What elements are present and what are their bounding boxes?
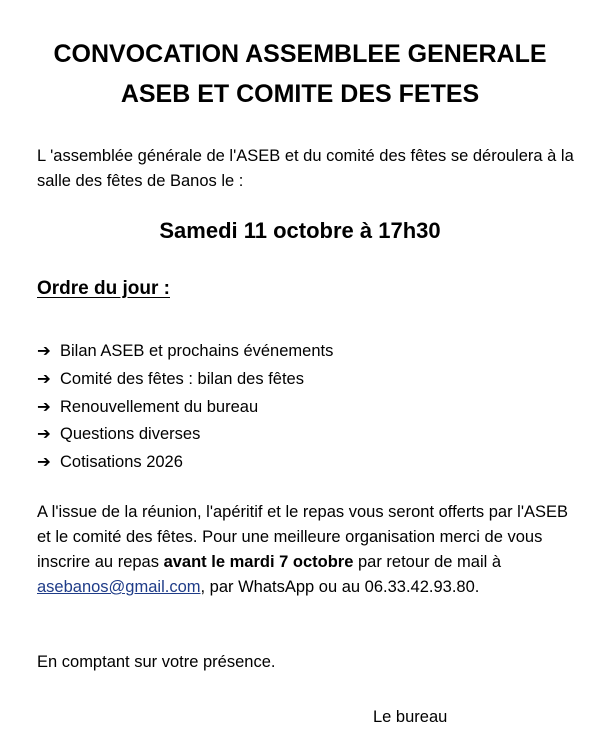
agenda-item-label: Comité des fêtes : bilan des fêtes (60, 369, 304, 388)
agenda-list (37, 338, 333, 477)
meeting-date: Samedi 11 octobre à 17h30 (159, 218, 441, 243)
title-line-2: ASEB ET COMITE DES FETES (120, 80, 480, 108)
agenda-item (37, 449, 333, 477)
deadline-text: avant le mardi 7 octobre (163, 553, 354, 571)
agenda-item (37, 366, 333, 394)
closing-line: En comptant sur votre présence. (37, 653, 276, 671)
title-line-1: CONVOCATION ASSEMBLEE GENERALE (53, 40, 547, 68)
info-text-part-3: , par WhatsApp ou au 06.33.42.93.80. (200, 578, 480, 596)
arrow-right-icon: ➔ (37, 342, 51, 360)
intro-paragraph: L 'assemblée générale de l'ASEB et du comité des fêtes se déroulera à la salle des fêtes de Banos le : (37, 147, 574, 190)
arrow-right-icon: ➔ (37, 453, 51, 472)
info-text-part-1: A l'issue de la réunion, l'apéritif et le repas vous seront offerts par l'ASEB et le comité des fêtes. Pour une meilleure organisation merci de vous inscrire au repas (37, 503, 569, 571)
agenda-item-label: Bilan ASEB et prochains événements (60, 342, 334, 360)
signature: Le bureau (373, 708, 448, 726)
agenda-item-label: Renouvellement du bureau (60, 397, 259, 416)
agenda-item-label: Questions diverses (60, 425, 201, 444)
info-text-part-2: par retour de mail à (353, 553, 502, 571)
agenda-item (37, 394, 333, 422)
agenda-item (37, 421, 333, 449)
info-paragraph (37, 500, 577, 600)
agenda-item (37, 338, 333, 366)
arrow-right-icon: ➔ (37, 397, 51, 416)
agenda-title: Ordre du jour : (37, 278, 170, 299)
email-link[interactable]: asebanos@gmail.com (37, 578, 201, 596)
arrow-right-icon: ➔ (37, 425, 51, 444)
arrow-right-icon: ➔ (37, 369, 51, 388)
agenda-item-label: Cotisations 2026 (60, 453, 183, 472)
